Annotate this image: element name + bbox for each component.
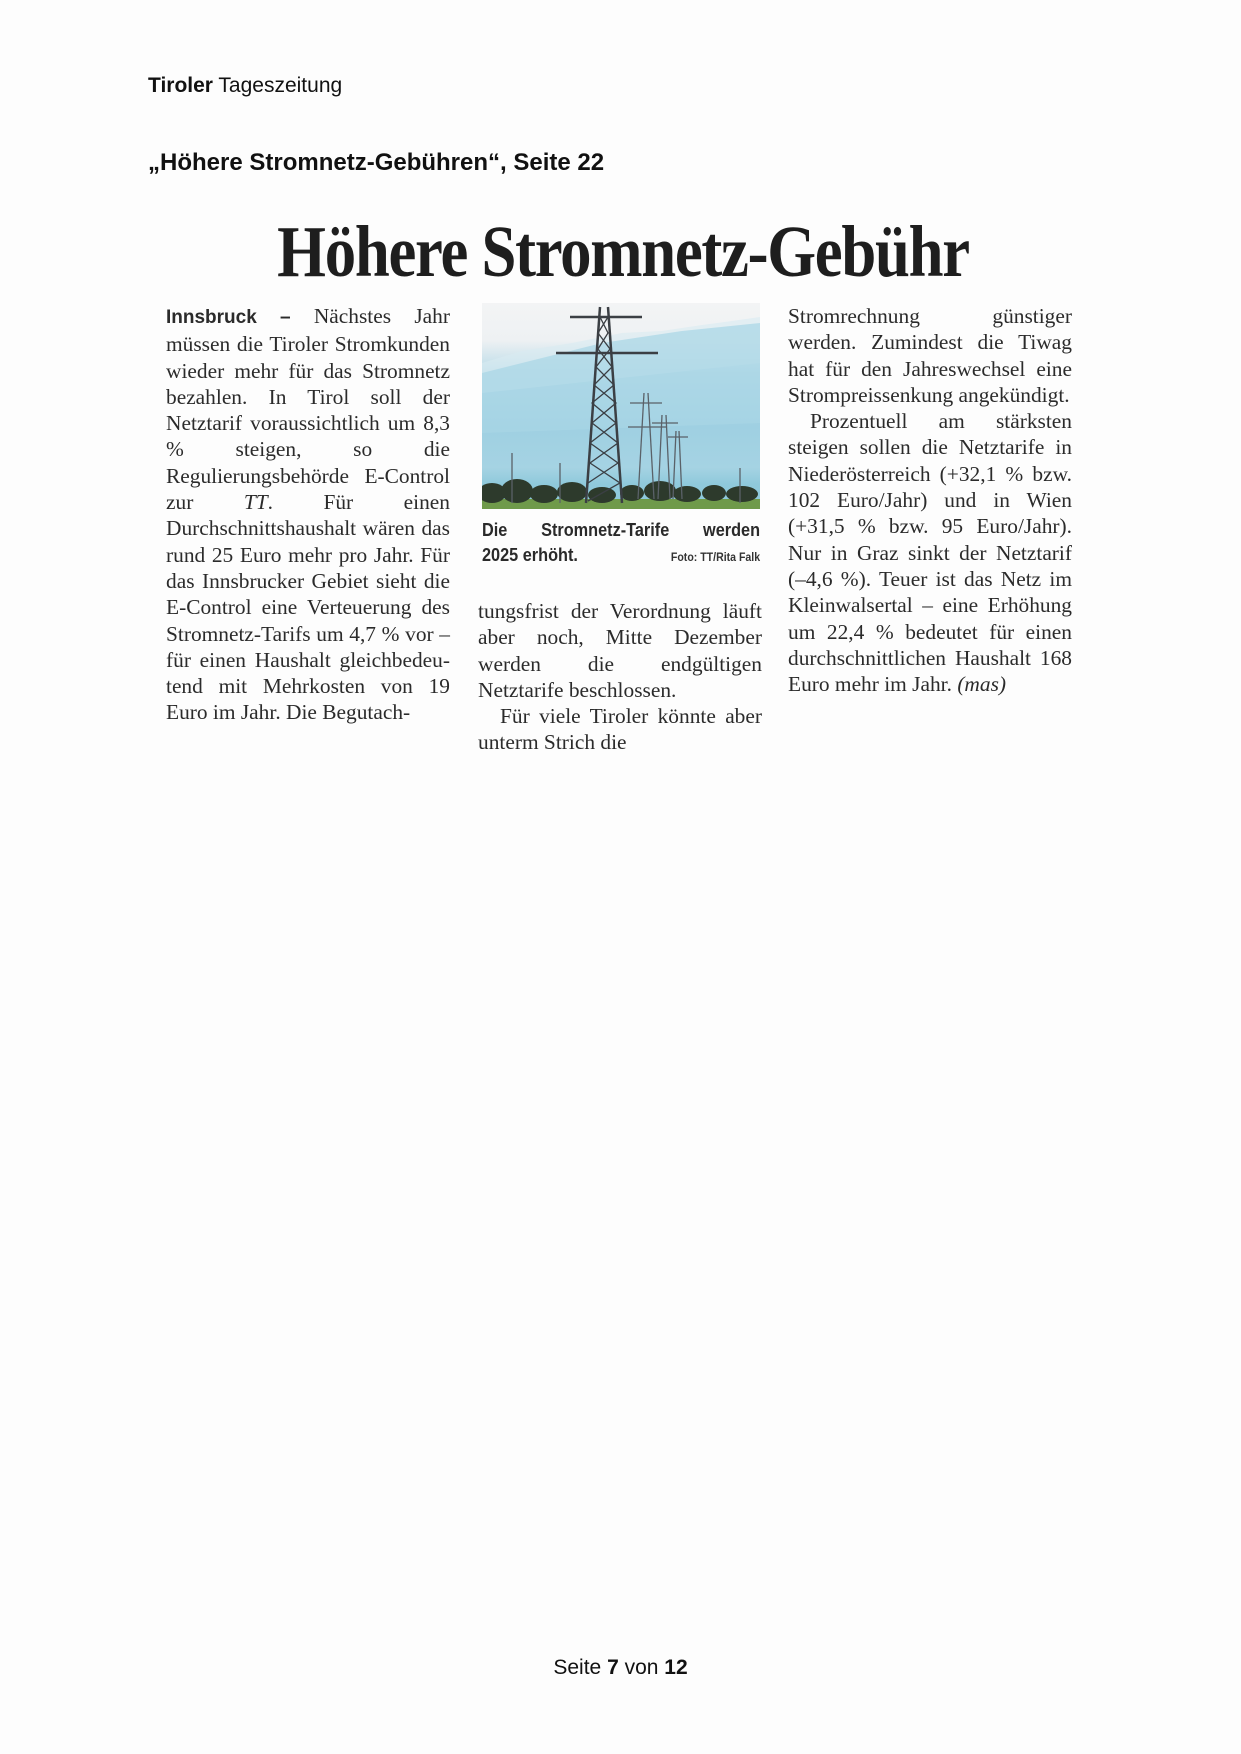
body-text-italic: TT <box>243 490 268 515</box>
body-text: . Für einen Durchschnittshaushalt wären das rund 25 Euro mehr pro Jahr. Für das Innsbrucker Gebiet sieht die E-Control eine Verteuerung des Stromnetz-Tarifs um 4,7 % vor – für einen Haushalt gleichbedeutend mit Mehrkosten von 19 Euro im Jahr. Die Begutach- <box>166 490 450 725</box>
caption-word: Stromnetz-Tarife <box>541 519 670 540</box>
body-paragraph: Für viele Tiroler könnte aber unterm Strich die <box>478 704 762 755</box>
page-current: 7 <box>607 1656 619 1679</box>
body-text: Nächstes Jahr müssen die Tiroler Stromkunden wieder mehr für das Stromnetz bezahlen. In Tirol soll der Netztarif voraussichtlich um 8,3 % steigen, so die Regulierungsbehörde E-Control zur <box>166 304 450 515</box>
caption-text: 2025 erhöht. <box>482 544 578 565</box>
author-tag: (mas) <box>957 672 1007 697</box>
headline: Höhere Stromnetz-Gebühr <box>277 211 969 292</box>
page-of: von <box>624 1656 659 1679</box>
body-paragraph <box>788 408 1072 697</box>
column-2 <box>478 303 762 756</box>
caption-line-2 <box>482 542 760 570</box>
publication-name-bold: Tiroler <box>148 74 213 97</box>
newspaper-clipping <box>160 210 1080 755</box>
body-paragraph: Stromrechnung günstiger werden. Zumindest die Tiwag hat für den Jahreswechsel eine Strompreissenkung angekündigt. <box>788 304 1072 407</box>
pylon-illustration <box>482 303 760 509</box>
column-1 <box>166 303 450 726</box>
photo-credit: Foto: TT/Rita Falk <box>670 550 761 564</box>
caption-word: werden <box>703 519 761 540</box>
page-total: 12 <box>664 1656 688 1679</box>
body-paragraph <box>166 303 450 726</box>
photo-power-pylons <box>482 303 760 509</box>
column-3 <box>788 303 1072 697</box>
page-number <box>0 1656 1241 1680</box>
page-label: Seite <box>553 1656 602 1679</box>
body-paragraph: tungsfrist der Verordnung läuft aber noch, Mitte Dezember werden die endgültigen Netztarife beschlossen. <box>478 599 762 702</box>
publication-name <box>148 74 342 98</box>
publication-name-rest: Tageszeitung <box>212 74 343 97</box>
column-2-text <box>478 598 762 756</box>
caption-line-1 <box>482 517 760 542</box>
photo-caption <box>482 517 760 570</box>
caption-word: Die <box>482 519 508 540</box>
body-text: Prozentuell am stärksten steigen sollen die Netztarife in Niederösterreich (+32,1 % bzw. 102 Euro/Jahr) und in Wien (+31,5 % bzw. 95 Euro/Jahr). Nur in Graz sinkt der Netztarif (–4,6 %). Teuer ist das Netz im Kleinwalsertal – eine Erhöhung um 22,4 % bedeutet für einen durchschnittlichen Haushalt 168 Euro mehr im Jahr. <box>788 409 1072 697</box>
article-reference: „Höhere Stromnetz-Gebühren“, Seite 22 <box>148 149 605 176</box>
dateline: Innsbruck – <box>166 307 291 328</box>
